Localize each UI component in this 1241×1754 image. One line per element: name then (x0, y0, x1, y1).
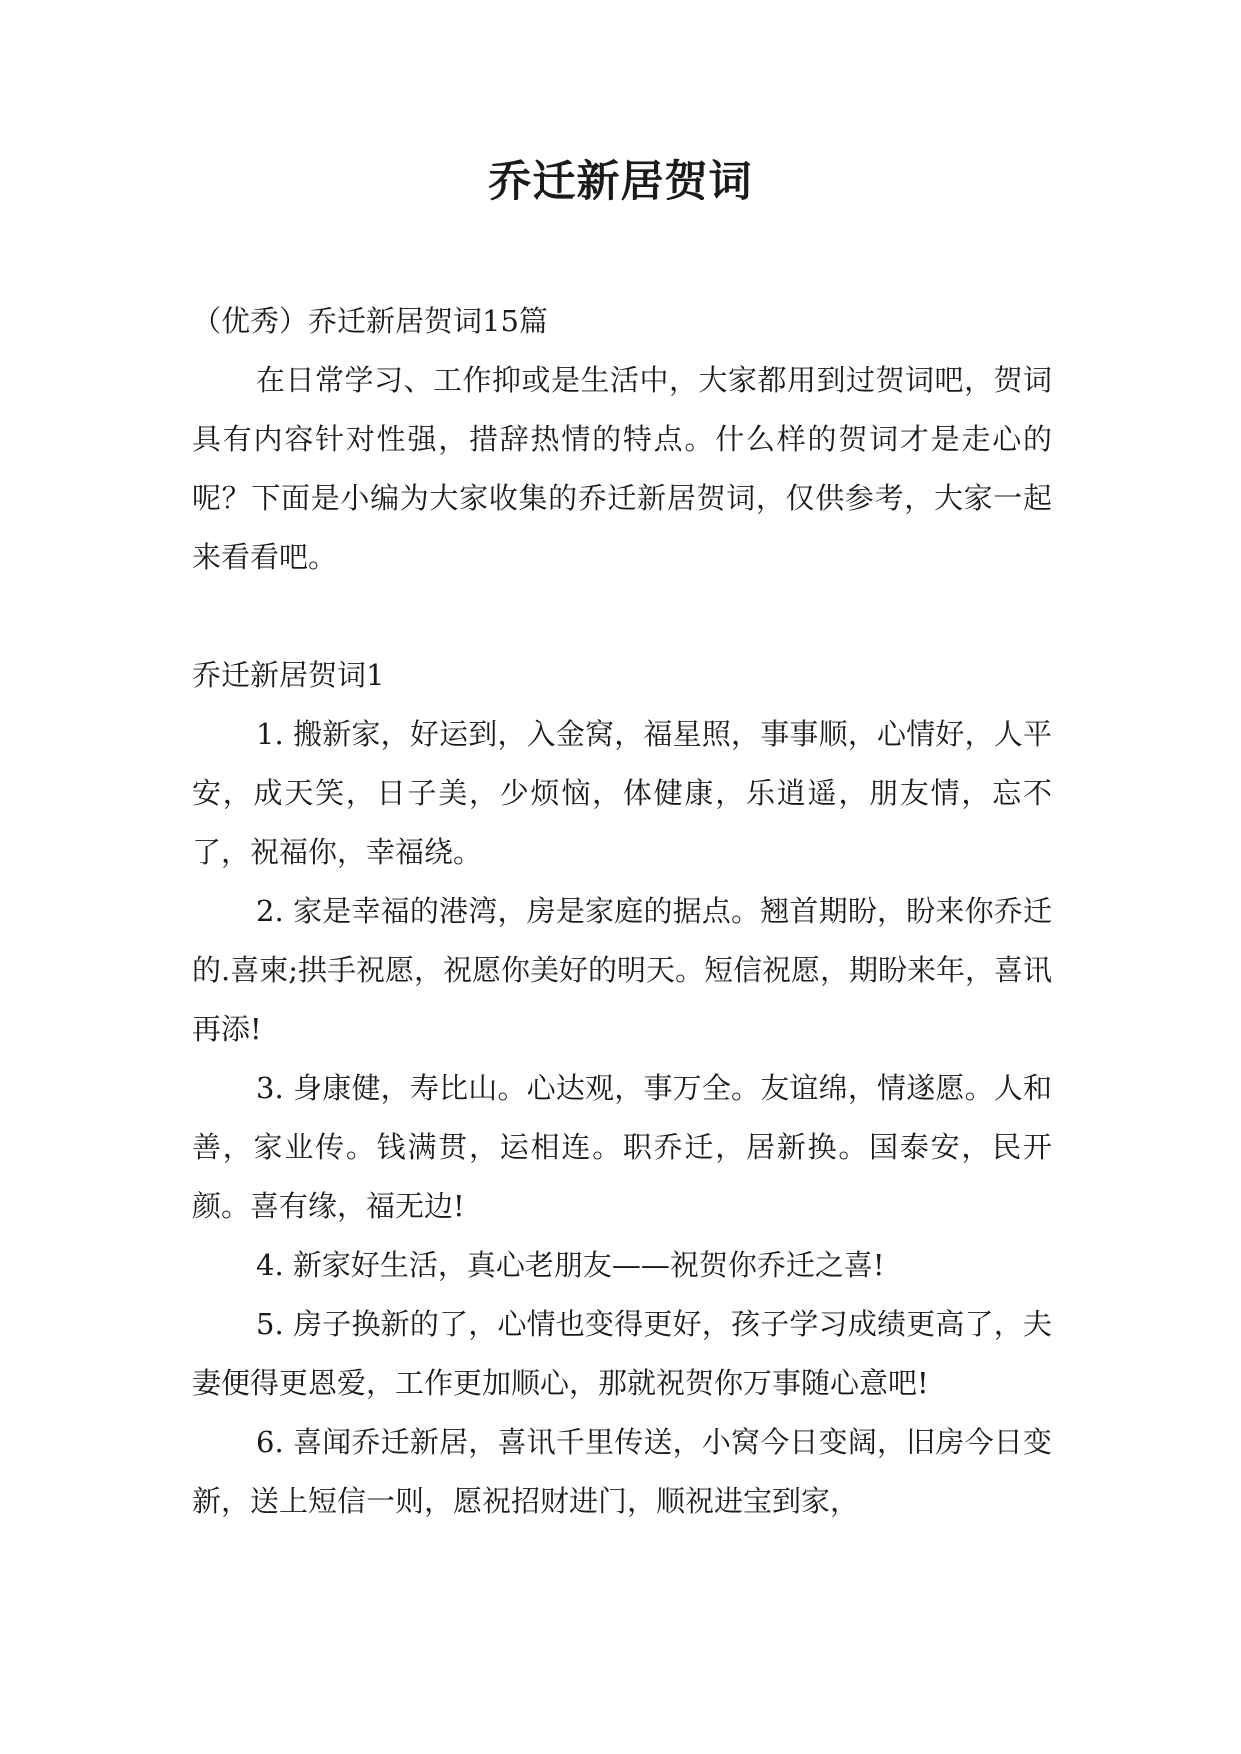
intro-paragraph: 在日常学习、工作抑或是生活中，大家都用到过贺词吧，贺词具有内容针对性强，措辞热情的特点。什么样的贺词才是走心的呢？下面是小编为大家收集的乔迁新居贺词，仅供参考，大家一起来看看吧。 (192, 363, 1052, 574)
document-subtitle: （优秀）乔迁新居贺词15篇 (192, 304, 548, 338)
greeting-item-4: 4. 新家好生活，真心老朋友——祝贺你乔迁之喜! (256, 1248, 885, 1282)
paragraph-gap (192, 587, 1052, 646)
greeting-item-1: 1. 搬新家，好运到，入金窝，福星照，事事顺，心情好，人平安，成天笑，日子美，少烦恼，体健康，乐逍遥，朋友情，忘不了，祝福你，幸福绕。 (192, 717, 1052, 869)
greeting-item-6: 6. 喜闻乔迁新居，喜讯千里传送，小窝今日变阔，旧房今日变新，送上短信一则，愿祝招财进门，顺祝进宝到家， (192, 1425, 1052, 1518)
document-title: 乔迁新居贺词 (488, 157, 753, 207)
greeting-item-5: 5. 房子换新的了，心情也变得更好，孩子学习成绩更高了，夫妻便得更恩爱，工作更加顺心，那就祝贺你万事随心意吧! (192, 1307, 1052, 1400)
greeting-item-2: 2. 家是幸福的港湾，房是家庭的据点。翘首期盼，盼来你乔迁的.喜柬;拱手祝愿，祝愿你美好的明天。短信祝愿，期盼来年，喜讯再添! (192, 894, 1052, 1046)
greeting-item-3: 3. 身康健，寿比山。心达观，事万全。友谊绵，情遂愿。人和善，家业传。钱满贯，运相连。职乔迁，居新换。国泰安，民开颜。喜有缘，福无边! (192, 1071, 1052, 1223)
section-heading: 乔迁新居贺词1 (192, 658, 385, 692)
document-body (192, 292, 1052, 1531)
